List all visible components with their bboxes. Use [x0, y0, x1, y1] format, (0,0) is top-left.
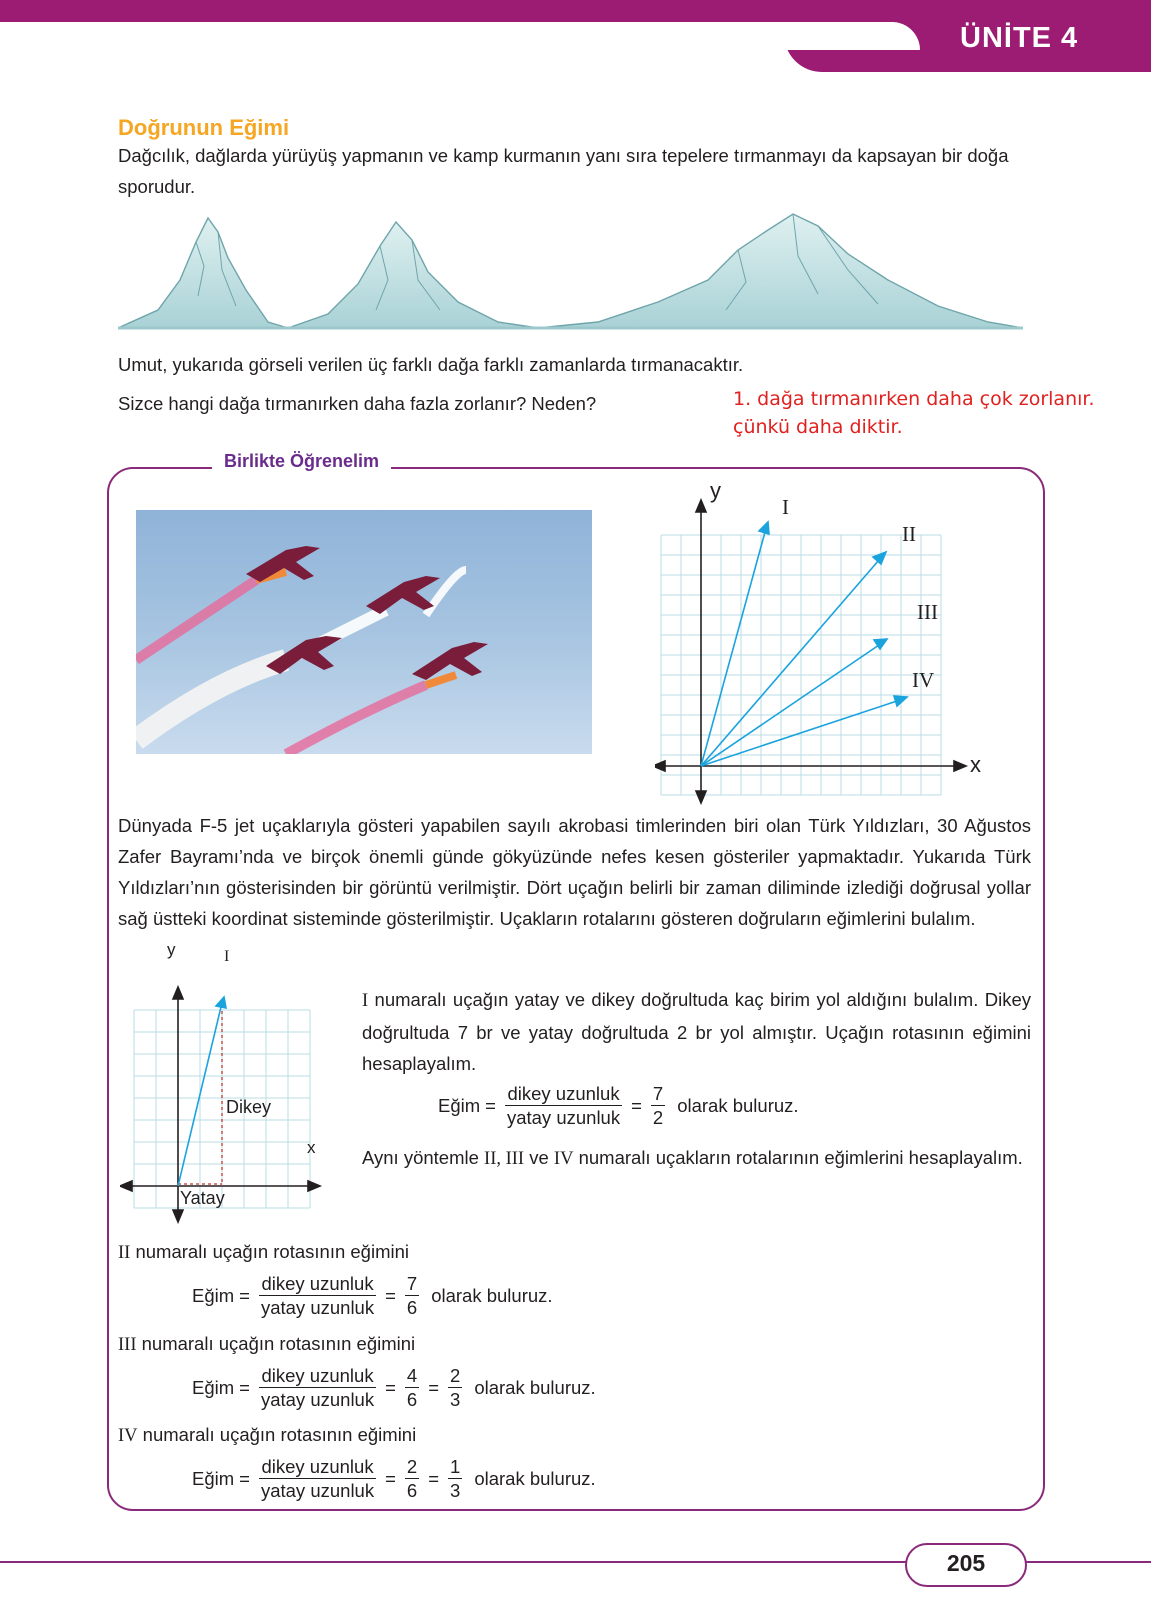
slope-value-fraction: [405, 1364, 419, 1411]
result-text: olarak buluruz.: [474, 1376, 596, 1398]
heading-route-IV: [118, 1419, 416, 1452]
intro-text: Dağcılık, dağlarda yürüyüş yapmanın ve kamp kurmanın yanı sıra tepelere tırmanmayı da kapsayan bir doğa sporudur.: [118, 145, 1009, 197]
fraction-numerator: 4: [406, 1365, 418, 1386]
slope-equation-I: Eğim = $\frac{\text{dikey uzunluk}}{\text{yatay uzunluk}}$ = $\frac{7}{2}$ olarak buluruz.: [438, 1083, 799, 1128]
fraction-numerator: dikey uzunluk: [259, 1455, 376, 1479]
explanation-text: ve: [524, 1147, 554, 1168]
jets-photo: [136, 510, 592, 754]
fraction-denominator: yatay uzunluk: [506, 1107, 621, 1128]
graph1-line-label-I: I: [782, 495, 789, 519]
fraction-denominator: 2: [652, 1107, 664, 1128]
simplified-fraction: [448, 1455, 462, 1502]
coordinate-graph-four-routes: [655, 470, 995, 810]
heading-text: numaralı uçağın rotasının eğimini: [137, 1424, 417, 1445]
fraction-denominator: yatay uzunluk: [260, 1480, 375, 1501]
slope-equation-II: Eğim = $\frac{\text{dikey uzunluk}}{\text{yatay uzunluk}}$ = $\frac{7}{6}$ olarak buluruz.: [192, 1273, 553, 1318]
graph1-x-label: x: [970, 752, 981, 777]
graph2-line-label-I: I: [224, 948, 230, 965]
result-text: olarak buluruz.: [474, 1467, 596, 1489]
fraction-numerator: 2: [450, 1365, 461, 1386]
graph2-vertical-label: Dikey: [226, 1097, 272, 1117]
slope-word: Eğim: [438, 1094, 481, 1116]
fraction-numerator: 1: [450, 1456, 461, 1477]
unit-tab-notch: [760, 22, 920, 50]
heading-text: numaralı uçağın rotasının eğimini: [136, 1333, 416, 1354]
explanation-routes-II-IV: [362, 1142, 1031, 1175]
fraction-denominator: 6: [406, 1480, 418, 1501]
learning-box-title: Birlikte Öğrenelim: [212, 451, 391, 472]
graph2-horizontal-label: Yatay: [180, 1188, 225, 1208]
fraction-numerator: 2: [406, 1456, 418, 1477]
unit-label: ÜNİTE 4: [960, 22, 1079, 54]
question-line-2: Sizce hangi dağa tırmanırken daha fazla zorlanır? Neden?: [118, 393, 597, 414]
roman-IV: IV: [118, 1426, 138, 1446]
explanation-text: Aynı yöntemle: [362, 1147, 485, 1168]
heading-route-III: [118, 1328, 415, 1361]
fraction-denominator: 6: [406, 1297, 418, 1318]
fraction-denominator: 6: [406, 1389, 418, 1410]
fraction-denominator: yatay uzunluk: [260, 1297, 375, 1318]
slope-fraction: [259, 1272, 376, 1319]
page-number: 205: [946, 1550, 986, 1576]
mountains-illustration: [118, 210, 1023, 340]
slope-word: Eğim: [192, 1376, 235, 1398]
fraction-denominator: 3: [450, 1480, 461, 1501]
handwritten-answer-line-2: çünkü daha diktir.: [733, 416, 903, 438]
slope-word: Eğim: [192, 1467, 235, 1489]
result-text: olarak buluruz.: [431, 1284, 553, 1306]
slope-value-fraction: [651, 1082, 665, 1129]
graph2-x-label: x: [307, 1138, 316, 1157]
roman-III: III: [118, 1335, 137, 1355]
slope-equation-III: Eğim = $\frac{\text{dikey uzunluk}}{\text{yatay uzunluk}}$ = $\frac{4}{6}$ = $\frac{2}{3}$ olarak buluruz.: [192, 1365, 596, 1410]
heading-text: numaralı uçağın rotasının eğimini: [130, 1241, 410, 1262]
roman-IV: IV: [553, 1149, 574, 1169]
jets-paragraph: Dünyada F-5 jet uçaklarıyla gösteri yapabilen sayılı akrobasi timlerinden biri olan Türk Yıldızları, 30 Ağustos Zafer Bayramı’nda ve birçok önemli günde gökyüzünde nefes kesen gösteriler yapmaktadır. Yukarıda Türk Yıldızları’nın gösterisinden bir görüntü verilmiştir. Dört uçağın belirli bir zaman diliminde izlediği doğrusal yollar sağ üstteki koordinat sisteminde gösterilmiştir. Uçakların rotalarını gösteren doğruların eğimlerini bulalım.: [118, 815, 1031, 929]
slope-fraction: [259, 1455, 376, 1502]
simplified-fraction: [448, 1364, 462, 1411]
explanation-text: numaralı uçakların rotalarının eğimlerini hesaplayalım.: [573, 1147, 1023, 1168]
explanation-route-I-text: numaralı uçağın yatay ve dikey doğrultuda kaç birim yol aldığını bulalım. Dikey doğrultuda 7 br ve yatay doğrultuda 2 br yol almıştır. Uçağın rotasının eğimini hesaplayalım.: [362, 989, 1031, 1074]
fraction-numerator: dikey uzunluk: [259, 1364, 376, 1388]
fraction-numerator: 7: [406, 1273, 418, 1294]
fraction-denominator: 3: [450, 1389, 461, 1410]
fraction-numerator: 7: [652, 1083, 664, 1104]
roman-II: II: [118, 1243, 131, 1263]
slope-fraction: [259, 1364, 376, 1411]
fraction-numerator: dikey uzunluk: [505, 1082, 622, 1106]
slope-value-fraction: [405, 1455, 419, 1502]
fraction-denominator: yatay uzunluk: [260, 1389, 375, 1410]
graph1-line-label-II: II: [902, 522, 916, 546]
roman-II-III: II, III: [484, 1149, 525, 1169]
graph1-y-label: y: [710, 478, 721, 503]
result-text: olarak buluruz.: [677, 1094, 799, 1116]
section-title: Doğrunun Eğimi: [118, 115, 290, 140]
explanation-route-I: [362, 984, 1031, 1079]
graph2-y-label: y: [167, 940, 176, 959]
question-line-1: Umut, yukarıda görseli verilen üç farklı dağa farklı zamanlarda tırmanacaktır.: [118, 354, 744, 375]
graph1-line-label-IV: IV: [912, 668, 935, 692]
roman-I: I: [362, 991, 369, 1011]
fraction-numerator: dikey uzunluk: [259, 1272, 376, 1296]
slope-word: Eğim: [192, 1284, 235, 1306]
slope-fraction: [505, 1082, 622, 1129]
graph1-line-label-III: III: [917, 600, 938, 624]
slope-value-fraction: [405, 1272, 419, 1319]
jets-drawing: [136, 510, 592, 754]
slope-equation-IV: Eğim = $\frac{\text{dikey uzunluk}}{\text{yatay uzunluk}}$ = $\frac{2}{6}$ = $\frac{1}{3}$ olarak buluruz.: [192, 1456, 596, 1501]
heading-route-II: [118, 1236, 409, 1269]
coordinate-graph-route-I: [120, 965, 330, 1225]
handwritten-answer-line-1: 1. dağa tırmanırken daha çok zorlanır.: [733, 388, 1095, 410]
